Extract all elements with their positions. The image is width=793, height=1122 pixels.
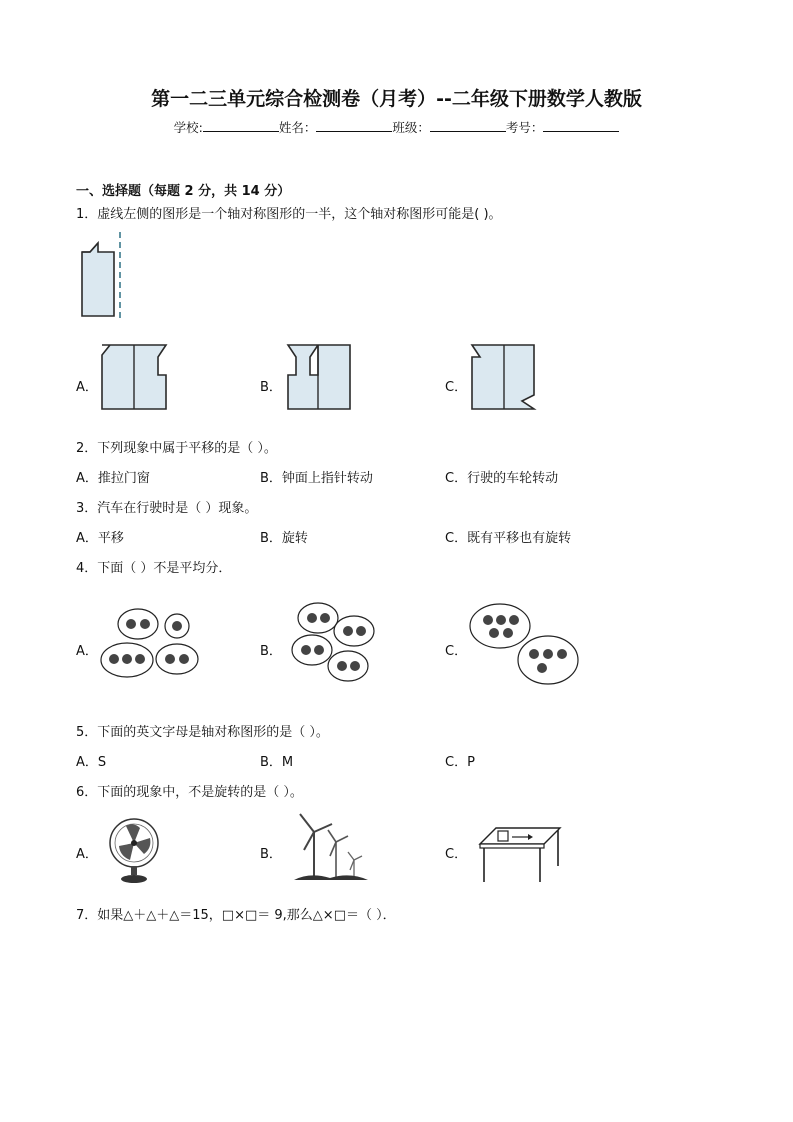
q3-option-c[interactable]: C．既有平移也有旋转 xyxy=(445,531,572,546)
q4-groups-c-icon xyxy=(468,602,583,686)
school-label: 学校: xyxy=(173,120,203,135)
q1-option-a[interactable]: A． xyxy=(76,380,98,395)
question-4-stem: 4．下面（ ）不是平均分． xyxy=(76,561,232,576)
section-heading: 一、选择题（每题 2 分，共 14 分） xyxy=(76,184,291,199)
question-6-stem: 6．下面的现象中，不是旋转的是（ ）。 xyxy=(76,785,303,800)
q3-option-a[interactable]: A．平移 xyxy=(76,531,124,546)
name-label: 姓名： xyxy=(278,120,317,135)
q4-option-a[interactable]: A． xyxy=(76,644,98,659)
exam-no-label: 考号： xyxy=(505,120,544,135)
q4-groups-b-icon xyxy=(288,600,378,684)
q4-groups-a-icon xyxy=(100,604,200,680)
table-box-icon xyxy=(478,822,563,886)
q2-option-b[interactable]: B．钟面上指针转动 xyxy=(260,471,373,486)
fan-icon xyxy=(104,816,164,886)
q5-option-c[interactable]: C．P xyxy=(445,755,475,770)
student-info-line xyxy=(0,118,793,136)
q1-option-b[interactable]: B． xyxy=(260,380,282,395)
q4-option-c[interactable]: C． xyxy=(445,644,468,659)
question-1-stem: 1．虚线左侧的图形是一个轴对称图形的一半，这个轴对称图形可能是( )。 xyxy=(76,207,502,222)
page-title: 第一二三单元综合检测卷（月考）--二年级下册数学人教版 xyxy=(151,88,642,110)
q6-option-c[interactable]: C． xyxy=(445,847,468,862)
question-2-stem: 2．下列现象中属于平移的是（ ）。 xyxy=(76,441,277,456)
q1-figure-b-icon xyxy=(286,343,356,413)
q5-option-b[interactable]: B．M xyxy=(260,755,294,770)
school-blank[interactable] xyxy=(203,119,279,132)
class-blank[interactable] xyxy=(430,119,506,132)
exam-no-blank[interactable] xyxy=(543,119,619,132)
q6-option-b[interactable]: B． xyxy=(260,847,282,862)
q1-figure-a-icon xyxy=(100,343,170,413)
q5-option-a[interactable]: A．S xyxy=(76,755,107,770)
q3-option-b[interactable]: B．旋转 xyxy=(260,531,308,546)
half-figure-icon xyxy=(76,230,136,325)
question-7-stem: 7．如果△＋△＋△＝15，□×□＝ 9,那么△×□＝（ ）． xyxy=(76,908,396,923)
question-3-stem: 3．汽车在行驶时是（ ）现象。 xyxy=(76,501,258,516)
question-5-stem: 5．下面的英文字母是轴对称图形的是（ ）。 xyxy=(76,725,329,740)
name-blank[interactable] xyxy=(316,119,392,132)
q1-figure-c-icon xyxy=(470,343,540,413)
wind-turbine-icon xyxy=(290,810,370,884)
class-label: 班级： xyxy=(392,120,430,135)
q4-option-b[interactable]: B． xyxy=(260,644,282,659)
q2-option-a[interactable]: A．推拉门窗 xyxy=(76,471,150,486)
q1-option-c[interactable]: C． xyxy=(445,380,468,395)
q2-option-c[interactable]: C．行驶的车轮转动 xyxy=(445,471,559,486)
q6-option-a[interactable]: A． xyxy=(76,847,98,862)
